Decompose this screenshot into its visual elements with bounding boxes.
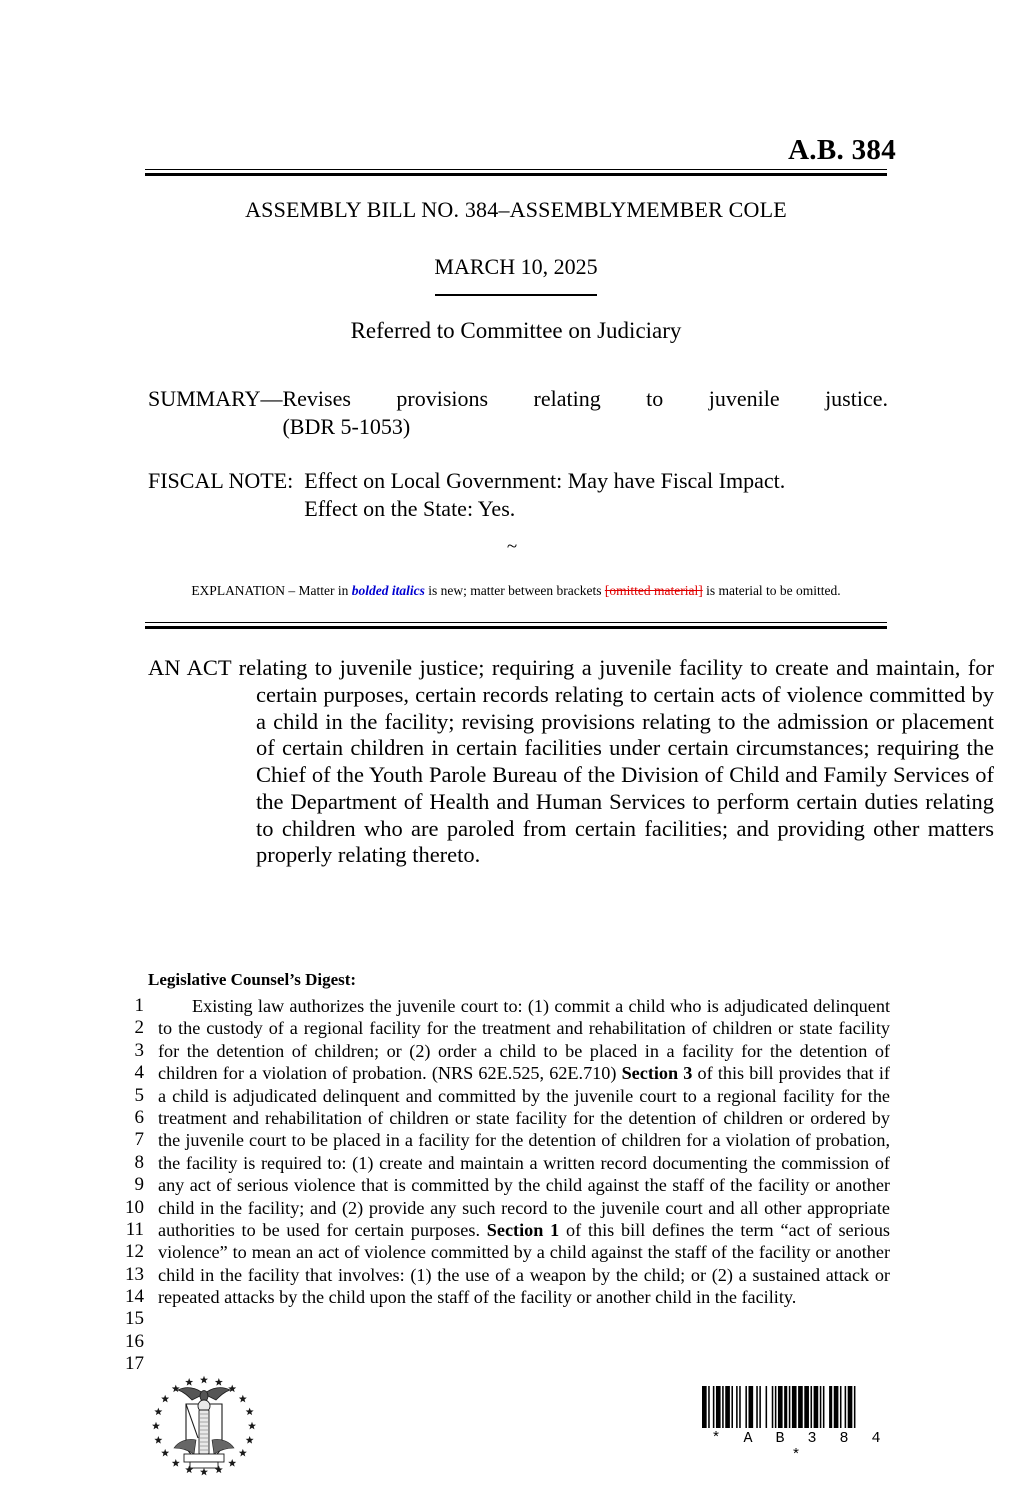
fiscal-note-label: FISCAL NOTE: bbox=[148, 468, 294, 494]
summary-bdr: (BDR 5-1053) bbox=[282, 414, 411, 440]
bill-barcode bbox=[700, 1386, 892, 1464]
fiscal-note-body bbox=[304, 467, 888, 523]
summary-body bbox=[282, 385, 888, 441]
summary-row bbox=[148, 385, 888, 441]
line-number: 3 bbox=[134, 1039, 144, 1061]
line-number: 1 bbox=[134, 995, 144, 1016]
line-number: 13 bbox=[125, 1263, 144, 1285]
line-number: 11 bbox=[125, 1218, 144, 1240]
fiscal-note-state: Effect on the State: Yes. bbox=[304, 496, 516, 522]
bill-metadata bbox=[148, 385, 888, 524]
title-separator-rule bbox=[435, 294, 597, 296]
digest-text bbox=[144, 995, 890, 1309]
digest-run: of this bill provides that if a child is adjudicated delinquent and committed by the juvenile court to a regional facility for the treatment and rehabilitation of children or state facility for the detention of children or ordered by the juvenile court to be placed in a facility for the detention of children for a violation of probation, the facility is required to: (1) create and maintain a written record documenting the commission of any act of serious violence that is committed by the child against the staff of the facility or another child in the facility; and (2) provide any such record to the juvenile court and all other appropriate authorities to be used for certain purposes. bbox=[158, 1063, 890, 1241]
digest-section-ref: Section 3 bbox=[621, 1063, 693, 1084]
line-number: 5 bbox=[134, 1084, 144, 1106]
line-number: 6 bbox=[134, 1106, 144, 1128]
body-divider-rule bbox=[145, 622, 887, 628]
bill-date: MARCH 10, 2025 bbox=[434, 253, 598, 279]
tilde-separator: ~ bbox=[506, 536, 518, 557]
digest-section bbox=[100, 995, 890, 1376]
explanation-new-material: bolded italics bbox=[351, 583, 425, 598]
digest-run: of this bill defines the term “act of serious violence” to mean an act of violence committed by a child against the staff of the facility or another child in the facility that involves: (1) the use of a weapon by the child; or (2) a sustained attack or repeated attacks by the child upon the staff of the facility or another child in the facility. bbox=[158, 1220, 891, 1308]
line-number: 17 bbox=[125, 1353, 144, 1375]
line-number: 4 bbox=[134, 1062, 144, 1084]
line-number: 9 bbox=[134, 1174, 144, 1196]
bill-title-block bbox=[145, 196, 887, 344]
digest-heading: Legislative Counsel’s Digest: bbox=[148, 970, 357, 989]
committee-referral: Referred to Committee on Judiciary bbox=[350, 317, 682, 343]
explanation-prefix: EXPLANATION – Matter in bbox=[191, 583, 352, 598]
explanation-omitted-material: [omitted material] bbox=[604, 583, 703, 598]
enacting-clause bbox=[148, 655, 994, 869]
line-number: 14 bbox=[125, 1286, 144, 1308]
line-number: 8 bbox=[134, 1151, 144, 1173]
line-number: 15 bbox=[125, 1308, 144, 1330]
nevada-state-seal-icon bbox=[148, 1374, 260, 1492]
explanation-note bbox=[145, 583, 887, 599]
header-divider-rule bbox=[145, 169, 887, 175]
explanation-suffix: is material to be omitted. bbox=[702, 583, 841, 598]
fiscal-note-row bbox=[148, 467, 888, 523]
bill-identifier: A.B. 384 bbox=[788, 134, 896, 166]
line-number-column bbox=[100, 995, 144, 1376]
digest-run: Existing law authorizes the juvenile court to: (1) commit a child who is adjudicated delinquent to the custody of a regional facility for the treatment and rehabilitation of children or state facility for the detention of children; or (2) order a child to be placed in a facility for the detention of children for a violation of probation. (NRS 62E.525, 62E.710) bbox=[158, 996, 890, 1084]
line-number: 16 bbox=[125, 1330, 144, 1352]
act-lead: AN ACT bbox=[148, 655, 232, 680]
line-number: 10 bbox=[125, 1196, 144, 1218]
bill-heading-line: ASSEMBLY BILL NO. 384–ASSEMBLYMEMBER COLE bbox=[245, 197, 787, 222]
line-number: 12 bbox=[125, 1241, 144, 1263]
barcode-bars bbox=[700, 1386, 892, 1428]
explanation-middle: is new; matter between brackets bbox=[424, 583, 605, 598]
line-number: 7 bbox=[134, 1129, 144, 1151]
summary-text: Revises provisions relating to juvenile justice. bbox=[282, 386, 888, 411]
barcode-label: * A B 3 8 4 * bbox=[711, 1430, 888, 1464]
digest-section-ref: Section 1 bbox=[486, 1220, 560, 1241]
act-body: relating to juvenile justice; requiring a juvenile facility to create and maintain, for certain purposes, certain records relating to certain acts of violence committed by a child in the facility; revising provisions relating to the admission or placement of certain children in certain facilities under certain circumstances; requiring the Chief of the Youth Parole Bureau of the Division of Child and Family Services of the Department of Health and Human Services to perform certain duties relating to children who are paroled from certain facilities; and providing other matters properly relating thereto. bbox=[231, 655, 994, 868]
summary-label: SUMMARY— bbox=[148, 386, 283, 411]
fiscal-note-local: Effect on Local Government: May have Fiscal Impact. bbox=[304, 468, 786, 494]
line-number: 2 bbox=[134, 1017, 144, 1039]
